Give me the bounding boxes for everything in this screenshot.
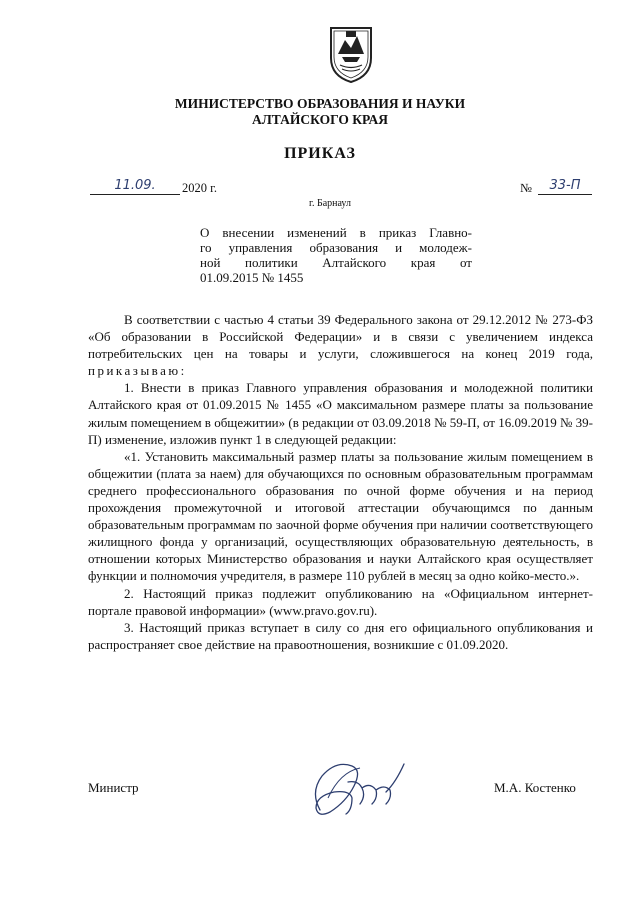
signatory-name: М.А. Костенко: [494, 780, 576, 795]
coat-of-arms-emblem: [328, 24, 374, 84]
order-number-handwritten: 33-П: [538, 178, 592, 195]
subject-line: ной политики Алтайского края от: [200, 255, 472, 270]
signatory-position: Министр: [88, 780, 139, 795]
order-city: г. Барнаул: [309, 198, 351, 209]
subject-line: го управления образования и молодеж-: [200, 240, 472, 255]
order-date-handwritten: 11.09.: [90, 178, 180, 195]
order-year: 2020 г.: [182, 181, 217, 195]
subject-line: О внесении изменений в приказ Главно-: [200, 225, 472, 240]
order-number-label: №: [520, 181, 532, 195]
item-2: 2. Настоящий приказ подлежит опубликованию на «Официальном интернет-портале правовой информации» (www.pravo.gov.ru).: [88, 585, 593, 618]
document-type: ПРИКАЗ: [284, 145, 356, 162]
preamble-text: В соответствии с частью 4 статьи 39 Федерального закона от 29.12.2012 № 273-ФЗ «Об образовании в Российской Федерации» и в связи с увеличением индекса потребительских цен на товары и услуги, сложившегося на конец 2019 года,: [88, 312, 593, 362]
order-word: приказываю:: [88, 363, 187, 379]
item-3: 3. Настоящий приказ вступает в силу со дня его официального опубликования и распространяет свое действие на правоотношения, возникшие с 01.09.2020.: [88, 619, 593, 652]
preamble-paragraph: [88, 311, 593, 379]
item-1: 1. Внести в приказ Главного управления образования и молодежной политики Алтайского края от 01.09.2015 № 1455 «О максимальном размере платы за пользование жилым помещением в общежитии» (в редакции от 03.09.2018 № 59-П, от 16.09.2019 № 39-П) изменение, изложив пункт 1 в следующей редакции:: [88, 380, 593, 447]
handwritten-signature: [300, 752, 410, 827]
item-1-quote: «1. Установить максимальный размер платы за пользование жилым помещением в общежитии (плата за наем) для обучающихся по основным образовательным программам среднего профессионального образования по очной форме обучения и на период прохождения промежуточной и итоговой аттестации обучающимся по данным образовательным программам по заочной форме обучения при наличии соответствующего жилищного фонда у организаций, осуществляющих образовательную деятельность, в отношении которых Министерство образования и науки Алтайского края осуществляет функции и полномочия учредителя, в размере 110 рублей в месяц за одно койко-место.».: [88, 448, 593, 584]
order-subject: [200, 225, 472, 285]
order-body: [88, 311, 593, 653]
ministry-name-line1: МИНИСТЕРСТВО ОБРАЗОВАНИЯ И НАУКИ: [174, 96, 466, 111]
ministry-name-line2: АЛТАЙСКОГО КРАЯ: [251, 112, 389, 127]
subject-line: 01.09.2015 № 1455: [200, 270, 304, 285]
